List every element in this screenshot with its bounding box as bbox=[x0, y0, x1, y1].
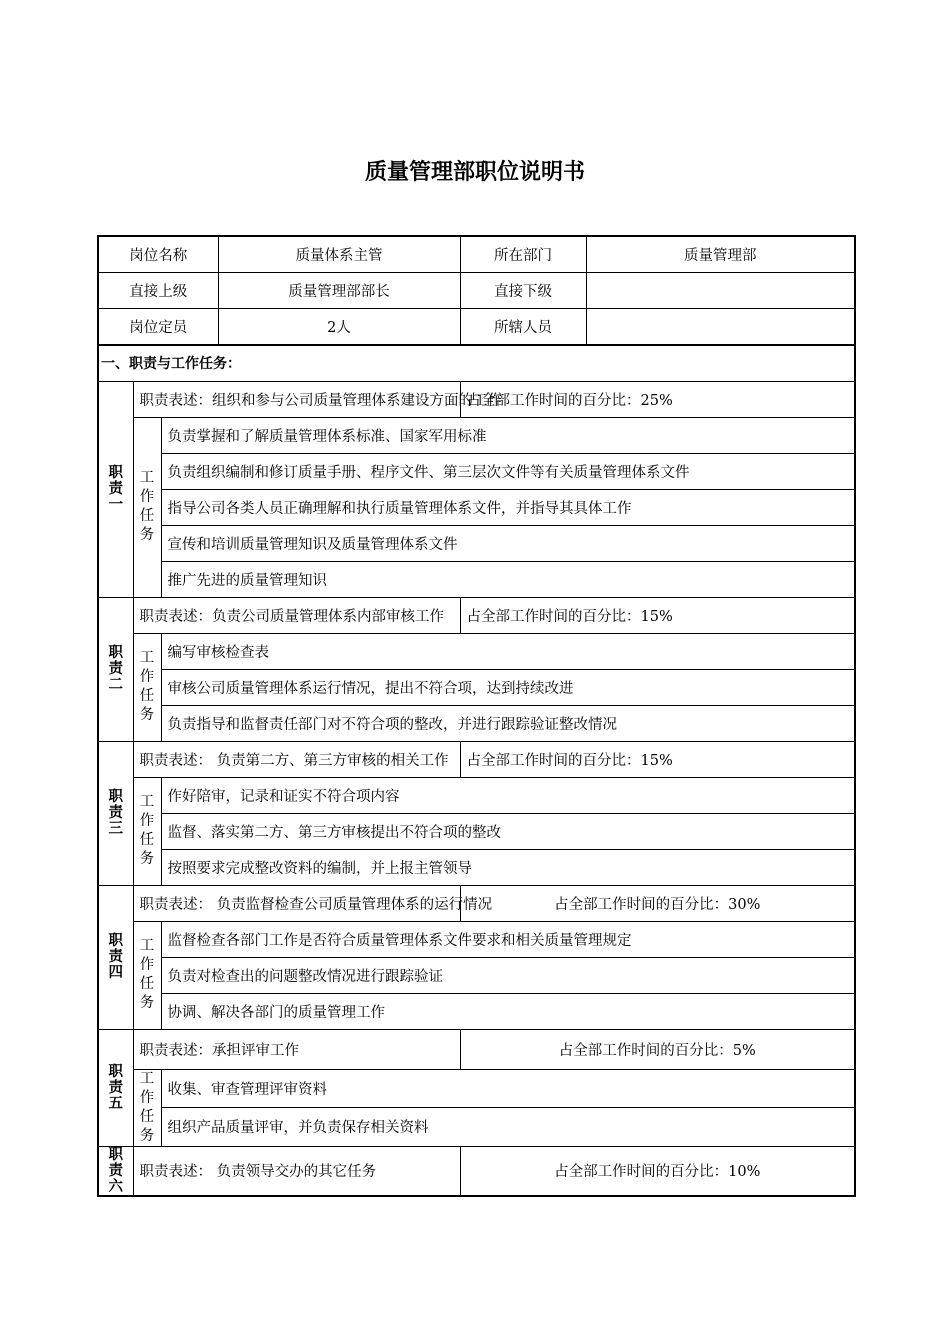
task-row bbox=[98, 705, 855, 741]
task-item: 作好陪审，记录和证实不符合项内容 bbox=[161, 777, 855, 813]
duty-label: 职 责 五 bbox=[98, 1029, 133, 1146]
subordinate-value bbox=[586, 273, 855, 309]
department-label: 所在部门 bbox=[460, 236, 586, 273]
duty-percent: 占全部工作时间的百分比：10% bbox=[460, 1146, 855, 1196]
duty-statement-row bbox=[98, 597, 855, 633]
header-row bbox=[98, 236, 855, 273]
task-row bbox=[98, 561, 855, 597]
task-row bbox=[98, 849, 855, 885]
position-name-value: 质量体系主管 bbox=[218, 236, 460, 273]
subordinate-label: 直接下级 bbox=[460, 273, 586, 309]
duty-label: 职 责 三 bbox=[98, 741, 133, 885]
task-item: 监督、落实第二方、第三方审核提出不符合项的整改 bbox=[161, 813, 855, 849]
duty-label: 职 责 二 bbox=[98, 597, 133, 741]
duty-statement: 职责表述：承担评审工作 bbox=[133, 1029, 460, 1069]
section-row bbox=[98, 345, 855, 381]
duty-statement: 职责表述：负责公司质量管理体系内部审核工作 bbox=[133, 597, 460, 633]
task-item: 负责指导和监督责任部门对不符合项的整改，并进行跟踪验证整改情况 bbox=[161, 705, 855, 741]
superior-value: 质量管理部部长 bbox=[218, 273, 460, 309]
job-description-table bbox=[97, 235, 856, 1197]
duty-percent: 占全部工作时间的百分比：5% bbox=[460, 1029, 855, 1069]
task-item: 按照要求完成整改资料的编制，并上报主管领导 bbox=[161, 849, 855, 885]
task-row bbox=[98, 489, 855, 525]
header-row bbox=[98, 309, 855, 346]
task-item: 推广先进的质量管理知识 bbox=[161, 561, 855, 597]
task-row bbox=[98, 453, 855, 489]
task-label: 工 作 任 务 bbox=[133, 921, 161, 1029]
duty-statement-row bbox=[98, 1029, 855, 1069]
duty-statement: 职责表述：组织和参与公司质量管理体系建设方面的工作 bbox=[133, 381, 460, 417]
duty-percent: 占全部工作时间的百分比：30% bbox=[460, 885, 855, 921]
task-row bbox=[98, 921, 855, 957]
task-row bbox=[98, 669, 855, 705]
task-row bbox=[98, 813, 855, 849]
task-label: 工 作 任 务 bbox=[133, 417, 161, 597]
task-label: 工 作 任 务 bbox=[133, 1069, 161, 1146]
task-item: 指导公司各类人员正确理解和执行质量管理体系文件，并指导其具体工作 bbox=[161, 489, 855, 525]
task-item: 审核公司质量管理体系运行情况，提出不符合项，达到持续改进 bbox=[161, 669, 855, 705]
task-row bbox=[98, 777, 855, 813]
task-item: 收集、审查管理评审资料 bbox=[161, 1069, 855, 1108]
task-row bbox=[98, 633, 855, 669]
duty-statement-row bbox=[98, 741, 855, 777]
task-row bbox=[98, 957, 855, 993]
task-row bbox=[98, 993, 855, 1029]
header-row bbox=[98, 273, 855, 309]
duty-statement: 职责表述： 负责第二方、第三方审核的相关工作 bbox=[133, 741, 460, 777]
task-item: 负责掌握和了解质量管理体系标准、国家军用标准 bbox=[161, 417, 855, 453]
duty-label: 职 责 四 bbox=[98, 885, 133, 1029]
duty-statement: 职责表述： 负责领导交办的其它任务 bbox=[133, 1146, 460, 1196]
task-item: 组织产品质量评审，并负责保存相关资料 bbox=[161, 1108, 855, 1147]
duty-percent: 占全部工作时间的百分比：15% bbox=[460, 597, 855, 633]
duty-percent: 占全部工作时间的百分比：15% bbox=[460, 741, 855, 777]
staff-label: 所辖人员 bbox=[460, 309, 586, 346]
department-value: 质量管理部 bbox=[586, 236, 855, 273]
duty-percent: 占全部工作时间的百分比：25% bbox=[460, 381, 855, 417]
task-item: 监督检查各部门工作是否符合质量管理体系文件要求和相关质量管理规定 bbox=[161, 921, 855, 957]
duty-statement-row bbox=[98, 885, 855, 921]
page-title: 质量管理部职位说明书 bbox=[364, 160, 585, 185]
task-item: 负责组织编制和修订质量手册、程序文件、第三层次文件等有关质量管理体系文件 bbox=[161, 453, 855, 489]
task-label: 工 作 任 务 bbox=[133, 633, 161, 741]
section-title: 一、职责与工作任务： bbox=[98, 345, 855, 381]
duty-statement-row bbox=[98, 1146, 855, 1196]
task-item: 宣传和培训质量管理知识及质量管理体系文件 bbox=[161, 525, 855, 561]
task-row bbox=[98, 1069, 855, 1108]
task-row bbox=[98, 417, 855, 453]
duty-label: 职 责 一 bbox=[98, 381, 133, 597]
superior-label: 直接上级 bbox=[98, 273, 218, 309]
task-item: 协调、解决各部门的质量管理工作 bbox=[161, 993, 855, 1029]
task-label: 工 作 任 务 bbox=[133, 777, 161, 885]
task-row bbox=[98, 525, 855, 561]
duty-label: 职 责 六 bbox=[98, 1146, 133, 1196]
task-item: 负责对检查出的问题整改情况进行跟踪验证 bbox=[161, 957, 855, 993]
task-item: 编写审核检查表 bbox=[161, 633, 855, 669]
headcount-value: 2人 bbox=[218, 309, 460, 346]
duty-statement-row bbox=[98, 381, 855, 417]
position-name-label: 岗位名称 bbox=[98, 236, 218, 273]
task-row bbox=[98, 1108, 855, 1147]
duty-statement: 职责表述： 负责监督检查公司质量管理体系的运行情况 bbox=[133, 885, 460, 921]
staff-value bbox=[586, 309, 855, 346]
headcount-label: 岗位定员 bbox=[98, 309, 218, 346]
